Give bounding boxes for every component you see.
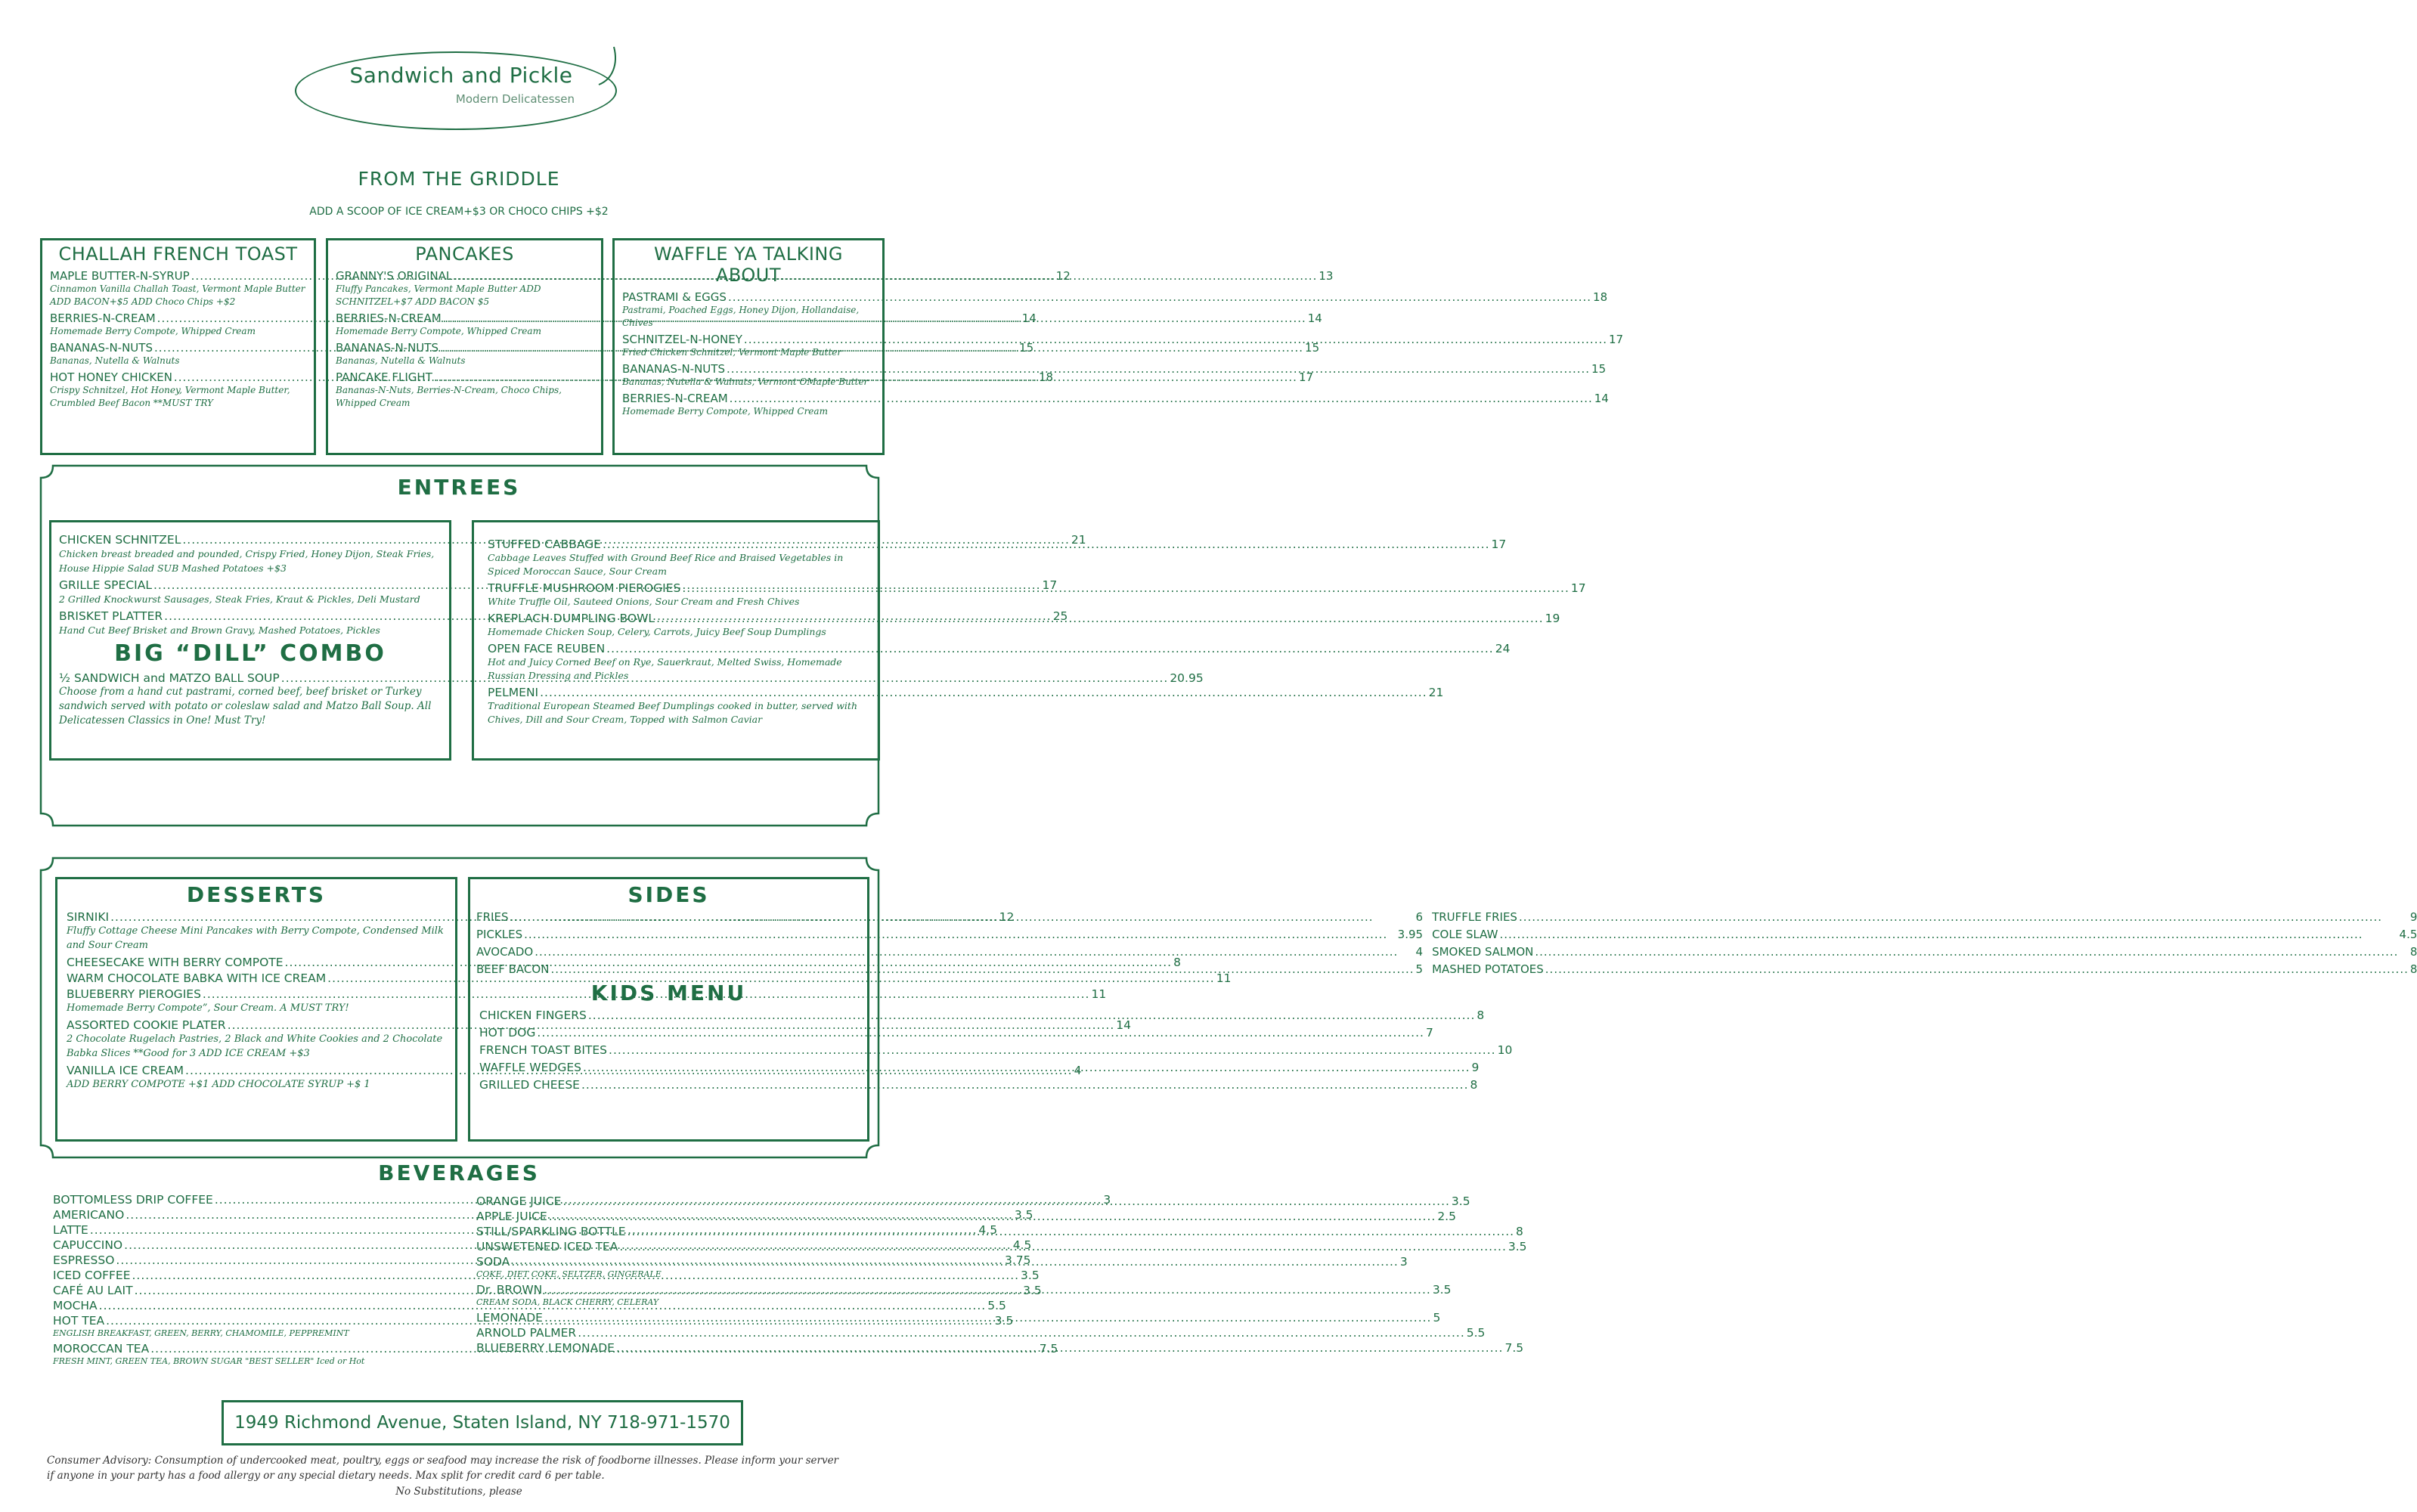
menu-item-price: 3.5 [1451,1194,1470,1208]
menu-item-row [622,392,1609,405]
menu-item-row [1432,962,2417,976]
menu-item-price: 8 [2409,962,2417,976]
menu-item-name: PANCAKE FLIGHT [336,370,432,384]
menu-item-price: 14 [1594,392,1609,405]
menu-item [476,1341,1524,1355]
menu-item [1432,910,2417,924]
menu-item-price: 7.5 [1504,1341,1524,1355]
leader-dots [578,1326,1465,1340]
kids-menu-title: KIDS MENU [590,981,747,1005]
menu-item-name: APPLE JUICE [476,1210,547,1223]
leader-dots [1545,962,2409,976]
menu-item-price: 11 [1216,971,1232,985]
menu-item-price: 21 [1428,686,1444,699]
leader-dots [656,612,1544,625]
menu-item-name: CHICKEN SCHNITZEL [59,533,181,547]
desserts-title: DESSERTS [186,882,327,907]
menu-item-price: 8 [1477,1009,1485,1022]
menu-item-description: ADD BERRY COMPOTE +$1 ADD CHOCOLATE SYRUP +$ 1 [67,1079,370,1090]
menu-item-price: 3.5 [994,1314,1014,1328]
menu-item-price: 3.75 [1004,1253,1031,1267]
menu-item-description: Hand Cut Beef Brisket and Brown Gravy, Mashed Potatoes, Pickles [59,624,380,636]
menu-item-name: BERRIES-N-CREAM [336,311,442,325]
leader-dots [603,538,1490,551]
menu-item [476,928,1423,941]
menu-item-name: VANILLA ICE CREAM [67,1064,184,1077]
menu-item-row [476,928,1423,941]
menu-item-price: 5.5 [1466,1326,1486,1340]
menu-item-name: Dr. BROWN [476,1283,543,1297]
menu-item-name: SIRNIKI [67,910,110,924]
menu-item-name: CHEESECAKE WITH BERRY COMPOTE [67,956,284,969]
menu-item-name: AVOCADO [476,945,534,959]
leader-dots [609,1043,1496,1057]
leader-dots [619,1240,1507,1253]
menu-item-row [476,1283,1452,1297]
menu-item-name: GRANNY'S ORIGINAL [336,269,453,283]
menu-item [1432,945,2417,959]
menu-item-row [1432,945,2417,959]
menu-item-row [488,642,1511,655]
menu-item-price: 8 [1516,1225,1523,1238]
leader-dots [1535,945,2409,959]
menu-item-row [476,1194,1470,1208]
menu-item-row [476,1326,1486,1340]
menu-item-name: TRUFFLE MUSHROOM PIEROGIES [488,581,681,595]
menu-item-price: 3 [1103,1193,1111,1207]
menu-item-name: WAFFLE WEDGES [479,1061,581,1074]
combo-title: BIG “DILL” COMBO [114,640,386,667]
menu-item-name: SCHNITZEL-N-HONEY [622,333,742,346]
menu-item-price: 21 [1071,533,1086,547]
menu-item-name: COLE SLAW [1432,928,1498,941]
menu-item-price: 4.5 [2399,928,2417,941]
menu-item [488,686,1444,727]
beverages-title: BEVERAGES [378,1160,540,1185]
menu-item-name: GRILLE SPECIAL [59,578,152,592]
menu-item-name: HOT HONEY CHICKEN [50,370,172,384]
leader-dots [524,928,1396,941]
menu-item-description: Cabbage Leaves Stuffed with Ground Beef Rice and Braised Vegetables in Spiced Moroccan Sauce, Sour Cream [488,552,844,577]
address-text: 1949 Richmond Avenue, Staten Island, NY 718-971-1570 [234,1413,730,1433]
menu-item-description: Fried Chicken Schnitzel, Vermont Maple Butter [622,347,842,358]
griddle-column-title: WAFFLE YA TALKING ABOUT [654,243,843,286]
leader-dots [588,1009,1476,1022]
menu-item-row [476,1341,1524,1355]
sides-title: SIDES [627,882,710,907]
menu-item-name: PELMENI [488,686,539,699]
menu-item-price: 9 [1471,1061,1480,1074]
menu-item-row [622,333,1624,346]
leader-dots [454,269,1317,283]
menu-item-price: 3.95 [1397,928,1424,941]
leader-dots [510,910,1414,924]
menu-item-name: ICED COFFEE [53,1269,131,1282]
menu-item-name: MOROCCAN TEA [53,1342,150,1356]
menu-item-row [622,362,1607,376]
menu-item-name: MOCHA [53,1299,98,1312]
menu-item-price: 14 [1116,1018,1131,1032]
menu-item [476,910,1423,924]
menu-item-name: CAPUCCINO [53,1238,123,1252]
menu-item-row [622,290,1608,304]
leader-dots [627,1225,1515,1238]
menu-item-name: AMERICANO [53,1208,125,1222]
leader-dots [540,686,1427,699]
griddle-column-title: CHALLAH FRENCH TOAST [58,243,298,265]
leader-dots [583,1061,1470,1074]
menu-item-name: CHICKEN FINGERS [479,1009,587,1022]
menu-item-description: Homemade Berry Compote, Whipped Cream [50,326,256,336]
menu-item-row [67,1018,1131,1032]
menu-item [476,945,1423,959]
griddle-note: ADD A SCOOP OF ICE CREAM+$3 OR CHOCO CHIPS +$2 [309,206,609,218]
menu-item-row [476,962,1423,976]
griddle-title: FROM THE GRIDDLE [358,168,560,190]
menu-item-price: 4 [1415,945,1424,959]
menu-item-price: 8 [1173,956,1181,969]
menu-item-price: 5 [1415,962,1424,976]
leader-dots [727,362,1590,376]
menu-item-name: LATTE [53,1223,88,1237]
menu-item-name: BERRIES-N-CREAM [622,392,728,405]
menu-item-price: 25 [1052,609,1068,623]
menu-item-name: ½ SANDWICH and MATZO BALL SOUP [59,671,280,685]
menu-item-price: 5 [1433,1311,1441,1325]
leader-dots [562,1194,1450,1208]
menu-item-price: 9 [2409,910,2417,924]
menu-item-description: Bananas, Nutella & Walnuts [336,355,466,366]
menu-item-price: 15 [1305,341,1320,355]
menu-item-name: ARNOLD PALMER [476,1326,577,1340]
menu-item-price: 15 [1591,362,1607,376]
menu-item-name: BRISKET PLATTER [59,609,163,623]
menu-item-name: FRIES [476,910,509,924]
leader-dots [1499,928,2397,941]
menu-item-description: Homemade Berry Compote, Whipped Cream [622,406,828,417]
menu-item-price: 14 [1307,311,1322,325]
menu-item-name: HOT DOG [479,1026,536,1040]
menu-item-price: 3.5 [1021,1269,1040,1282]
menu-item-name: ASSORTED COOKIE PLATER [67,1018,226,1032]
menu-item-row [479,1026,1433,1040]
logo-swirl-icon [597,45,627,91]
no-substitutions-note: No Substitutions, please [395,1486,522,1498]
restaurant-subtitle: Modern Delicatessen [455,92,575,106]
menu-item-row [1432,928,2417,941]
menu-item-price: 7 [1425,1026,1433,1040]
menu-item-description: Homemade Berry Compote, Whipped Cream [336,326,541,336]
menu-item-description: Choose from a hand cut pastrami, corned beef, beef brisket or Turkey sandwich served with potato or coleslaw salad and Matzo Ball Soup. All Delicatessen Classics in One! Must Try! [59,686,432,727]
menu-item-price: 3.5 [1432,1283,1452,1297]
menu-item-price: 10 [1497,1043,1513,1057]
leader-dots [606,642,1494,655]
menu-item-row [476,945,1423,959]
menu-item-name: TRUFFLE FRIES [1432,910,1517,924]
address-box [222,1400,743,1445]
leader-dots [581,1078,1469,1092]
menu-item-price: 15 [1019,341,1034,355]
menu-item-name: BANANAS-N-NUTS [336,341,438,355]
menu-item-price: 6 [1415,910,1424,924]
entrees-title: ENTREES [397,475,521,500]
menu-item-price: 8 [1470,1078,1478,1092]
menu-item-row [479,1078,1478,1092]
menu-item-row [476,910,1423,924]
menu-item-row [1432,910,2417,924]
menu-item-price: 13 [1319,269,1334,283]
menu-item [476,1194,1470,1208]
menu-item [1432,962,2417,976]
menu-item-name: BERRIES-N-CREAM [50,311,156,325]
menu-item-name: WARM CHOCOLATE BABKA WITH ICE CREAM [67,971,327,985]
menu-item [622,392,1609,418]
menu-item-row [479,1009,1485,1022]
griddle-column-title: PANCAKES [415,243,514,265]
menu-item-price: 17 [1298,370,1314,384]
leader-dots [682,581,1570,595]
menu-item-row [488,686,1444,699]
menu-item [479,1078,1478,1092]
menu-item-name: UNSWETENED ICED TEA [476,1240,618,1253]
menu-item-description: Pastrami, Poached Eggs, Honey Dijon, Hollandaise, Chives [622,305,860,328]
menu-item-description: ENGLISH BREAKFAST, GREEN, BERRY, CHAMOMILE, PEPPREMINT [53,1328,349,1338]
menu-item-row [479,1061,1480,1074]
menu-item-price: 8 [2409,945,2417,959]
menu-item-description: Fluffy Pancakes, Vermont Maple Butter ADD SCHNITZEL+$7 ADD BACON $5 [336,284,541,307]
menu-item-name: GRILLED CHEESE [479,1078,580,1092]
menu-item-row [479,1043,1513,1057]
menu-item-description: Traditional European Steamed Beef Dumplings cooked in butter, served with Chives, Dill and Sour Cream, Topped with Salmon Caviar [488,700,858,725]
menu-item-description: 2 Chocolate Rugelach Pastries, 2 Black and White Cookies and 2 Chocolate Babka Slices **Good for 3 ADD ICE CREAM +$3 [67,1033,443,1059]
leader-dots [744,333,1607,346]
menu-item-description: Chicken breast breaded and pounded, Crispy Fried, Honey Dijon, Steak Fries, House Hippie Salad SUB Mashed Potatoes +$3 [59,548,435,574]
menu-item-price: 12 [999,910,1015,924]
leader-dots [1519,910,2409,924]
leader-dots [616,1341,1504,1355]
menu-item-price: 18 [1039,370,1054,384]
menu-item-description: Cinnamon Vanilla Challah Toast, Vermont Maple Butter ADD BACON+$5 ADD Choco Chips +$2 [50,284,305,307]
menu-item-description: Bananas, Nutella & Walnuts, Vermont OMaple Butter [622,376,869,387]
menu-item-name: SODA [476,1255,510,1269]
menu-item-row [59,671,1204,685]
menu-item-price: 24 [1495,642,1511,655]
menu-item [476,962,1423,976]
menu-item-price: 5.5 [987,1299,1006,1312]
menu-item-row [488,581,1586,595]
menu-item-price: 20.95 [1170,671,1204,685]
menu-item-price: 2.5 [1437,1210,1456,1223]
menu-item-description: Bananas, Nutella & Walnuts [50,355,180,366]
leader-dots [550,962,1414,976]
menu-item-price: 3.5 [1014,1208,1033,1222]
menu-item-name: PICKLES [476,928,523,941]
menu-item-name: MASHED POTATOES [1432,962,1544,976]
menu-item [479,1061,1480,1074]
menu-item-name: BEEF BACON [476,962,550,976]
leader-dots [535,945,1414,959]
menu-item-price: 17 [1570,581,1586,595]
menu-item [479,1043,1513,1057]
menu-item-price: 4.5 [1012,1238,1032,1252]
menu-item [476,1326,1486,1340]
menu-item-row [67,971,1232,985]
menu-item-price: 17 [1609,333,1624,346]
menu-item-name: STILL/SPARKLING BOTTLE [476,1225,626,1238]
menu-item-price: 7.5 [1039,1342,1058,1356]
menu-item-description: Bananas-N-Nuts, Berries-N-Cream, Choco Chips, Whipped Cream [336,385,562,408]
menu-item-name: OPEN FACE REUBEN [488,642,606,655]
menu-item [479,1009,1485,1022]
leader-dots [544,1283,1431,1297]
menu-item-name: ESPRESSO [53,1253,115,1267]
menu-item-description: Fluffy Cottage Cheese Mini Pancakes with Berry Compote, Condensed Milk and Sour Cream [67,925,444,951]
menu-item-price: 17 [1042,578,1058,592]
menu-item-description: Homemade Chicken Soup, Celery, Carrots, Juicy Beef Soup Dumplings [488,626,826,637]
leader-dots [728,290,1591,304]
menu-item-name: MAPLE BUTTER-N-SYRUP [50,269,190,283]
menu-item-description: 2 Grilled Knockwurst Sausages, Steak Fries, Kraut & Pickles, Deli Mustard [59,593,420,605]
menu-item-name: KREPLACH DUMPLING BOWL [488,612,655,625]
menu-item-price: 19 [1545,612,1560,625]
menu-item-name: LEMONADE [476,1311,543,1325]
leader-dots [511,1255,1399,1269]
menu-item-name: ORANGE JUICE [476,1194,562,1208]
menu-item-price: 3.5 [1023,1284,1042,1297]
menu-item-name: STUFFED CABBAGE [488,538,601,551]
menu-item-name: FRENCH TOAST BITES [479,1043,608,1057]
menu-item [67,971,1232,985]
menu-item-description: Homemade Berry Compote”, Sour Cream. A MUST TRY! [67,1002,349,1014]
menu-item-description: Hot and Juicy Corned Beef on Rye, Sauerkraut, Melted Swiss, Homemade Russian Dressing and Pickles [488,656,842,681]
menu-item-name: CAFÉ AU LAIT [53,1284,133,1297]
menu-item-name: BANANAS-N-NUTS [622,362,725,376]
menu-item-price: 4.5 [978,1223,998,1237]
menu-item-name: BLUEBERRY PIEROGIES [67,987,201,1001]
menu-item-description: CREAM SODA, BLACK CHERRY, CELERAY [476,1297,659,1307]
menu-item [479,1026,1433,1040]
menu-item-name: PASTRAMI & EGGS [622,290,727,304]
menu-item-price: 11 [1091,987,1107,1001]
menu-item-price: 12 [1055,269,1071,283]
leader-dots [537,1026,1424,1040]
menu-item-name: BLUEBERRY LEMONADE [476,1341,615,1355]
menu-item-description: COKE, DIET COKE, SELTZER, GINGERALE [476,1269,662,1279]
menu-item-price: 4 [1074,1064,1082,1077]
leader-dots [730,392,1593,405]
menu-item [488,581,1586,609]
consumer-advisory: Consumer Advisory: Consumption of undercooked meat, poultry, eggs or seafood may increase the risk of foodborne illnesses. Please inform your server if anyone in your party has a food allergy or any special dietary needs. Max split for credit card 6 per table. [47,1455,839,1482]
menu-item [1432,928,2417,941]
menu-item-price: 3 [1399,1255,1408,1269]
menu-item-price: 18 [1593,290,1608,304]
leader-dots [544,1311,1432,1325]
menu-item-description: Crispy Schnitzel, Hot Honey, Vermont Maple Butter, Crumbled Beef Bacon **MUST TRY [50,385,290,408]
menu-item-name: SMOKED SALMON [1432,945,1534,959]
menu-item-price: 14 [1021,311,1037,325]
menu-item-name: BANANAS-N-NUTS [50,341,153,355]
menu-item-price: 17 [1491,538,1507,551]
menu-item-name: HOT TEA [53,1314,105,1328]
leader-dots [549,1210,1436,1223]
menu-item-name: BOTTOMLESS DRIP COFFEE [53,1193,213,1207]
menu-item-description: FRESH MINT, GREEN TEA, BROWN SUGAR "BEST SELLER" Iced or Hot [53,1356,365,1366]
restaurant-name: Sandwich and Pickle [349,63,573,88]
menu-item-description: White Truffle Oil, Sauteed Onions, Sour Cream and Fresh Chives [488,596,800,607]
menu-item-price: 3.5 [1508,1240,1527,1253]
